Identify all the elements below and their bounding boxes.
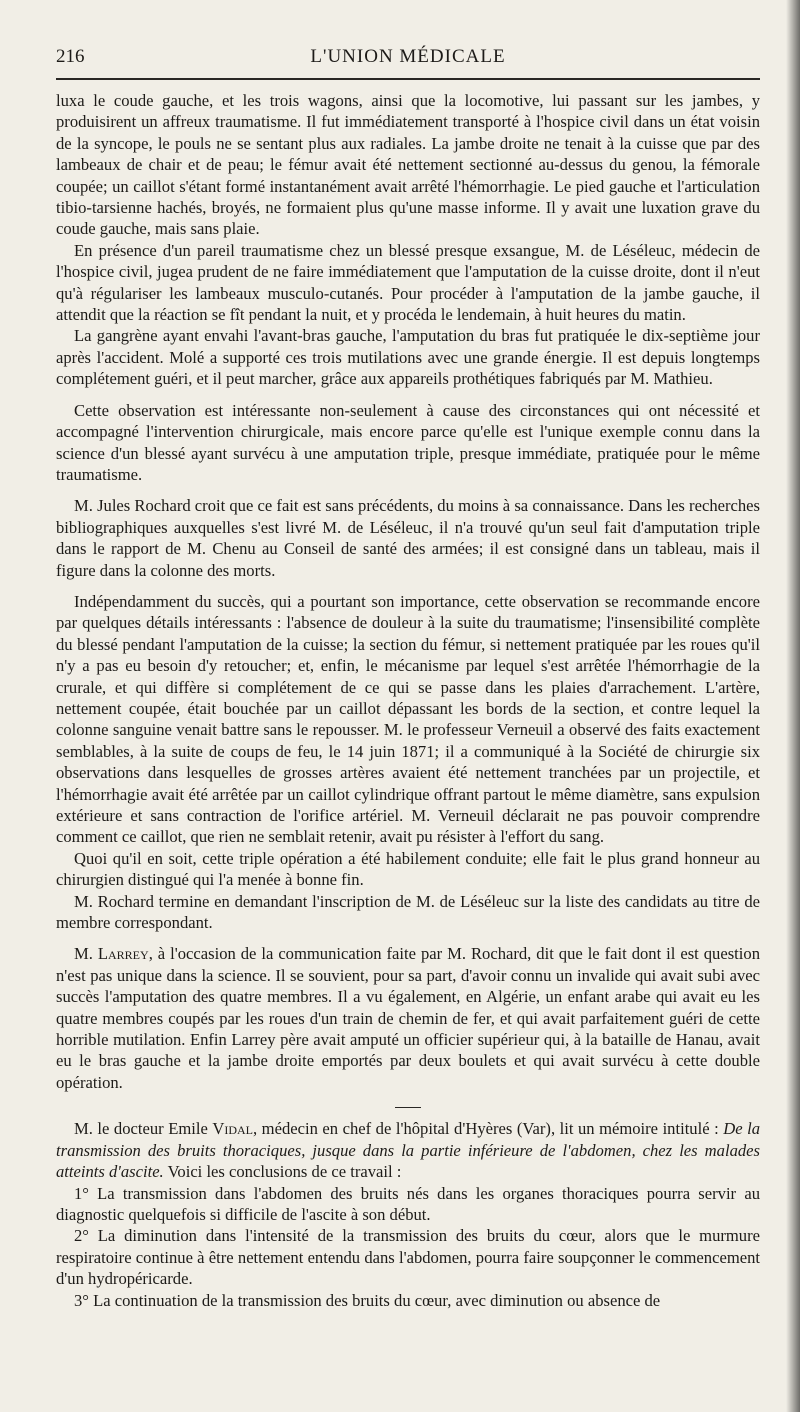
page-edge-shadow [786,0,800,1412]
header-rule [56,78,760,80]
memoir-title: De la transmission des bruits thoraciques, jusque dans la partie inférieure de l'abdomen, chez les malades atteints d'ascite. [56,1119,761,1182]
paragraph-amputation: En présence d'un pareil traumatisme chez un blessé presque exsangue, M. de Léséleuc, médecin de l'hospice civil, jugea prudent de ne faire immédiatement que l'amputation de la cuisse droite, dont il n'eut qu'à régulariser les lambeaux musculo-cutanés. Pour procéder à l'amputation de la jambe gauche, il attendit que la réaction se fît pendant la nuit, et y procéda le lendemain, à huit heures du matin. [56,240,760,325]
vidal-end: Voici les conclusions de ce travail : [163,1162,402,1182]
paragraph-observation: Cette observation est intéressante non-seulement à cause des circonstances qui ont nécessité et accompagné l'intervention chirurgicale, mais encore parce qu'elle est l'unique exemple connu dans la science d'un blessé ayant survécu à une amputation triple, presque immédiate, pratiquée pour le même traumatisme. [56,400,760,484]
vidal-prefix: M. le docteur Emile [74,1119,213,1139]
page-number: 216 [56,46,85,67]
paragraph-conclusion: Quoi qu'il en soit, cette triple opération a été habilement conduite; elle fait le plus grand honneur au chirurgien distingué qui l'a menée à bonne fin. [56,848,760,890]
journal-title: L'UNION MÉDICALE [310,46,506,67]
article-body [56,90,760,1311]
paragraph-candidacy: M. Rochard termine en demandant l'inscription de M. de Léséleuc sur la liste des candidats au titre de membre correspondant. [56,891,760,933]
paragraph-continuation: luxa le coude gauche, et les trois wagons, ainsi que la locomotive, lui passant sur les jambes, y produisirent un affreux traumatisme. Il fut immédiatement transporté à l'hospice civil dans un état voisin de la syncope, le pouls ne se sentant plus aux radiales. La jambe droite ne tenait à la cuisse que par des lambeaux de chair et de peau; le fémur avait été nettement sectionné au-dessus du genou, la fémorale coupée; un caillot s'étant formé instantanément avait arrêté l'hémorrhagie. Le pied gauche et l'articulation tibio-tarsienne hachés, broyés, ne formaient plus qu'une masse informe. Il y avait une luxation grave du coude gauche, mais sans plaie. [56,91,760,239]
vidal-name: Vidal [212,1119,254,1139]
larrey-prefix: M. [74,944,98,964]
larrey-name: Larrey [97,944,149,964]
section-separator [395,1107,421,1108]
page-header [56,42,760,76]
conclusion-item-2: 2° La diminution dans l'intensité de la transmission des bruits du cœur, alors que le murmure respiratoire continue à être nettement entendu dans l'abdomen, pourra faire soupçonner le commencement d'un hydropéricarde. [56,1226,760,1289]
conclusion-item-1: 1° La transmission dans l'abdomen des bruits nés dans les organes thoraciques pourra servir au diagnostic quelquefois si difficile de l'ascite à son début. [56,1183,760,1224]
conclusion-item-3: 3° La continuation de la transmission des bruits du cœur, avec diminution ou absence de [74,1290,661,1310]
paragraph-larrey [56,943,760,1093]
vidal-mid: , médecin en chef de l'hôpital d'Hyères (Var), lit un mémoire intitulé : [253,1119,724,1139]
paragraph-vidal [56,1118,760,1182]
larrey-text: , à l'occasion de la communication faite par M. Rochard, dit que le fait dont il est question n'est pas unique dans la science. Il se souvient, pour sa part, d'avoir connu un invalide qui avait subi avec succès l'amputation des quatre membres. Il a vu également, en Algérie, un enfant arabe qui avait eu les quatre membres coupés par les roues d'un train de chemin de fer, et qui avait parfaitement guéri de cette horrible mutilation. Enfin Larrey père avait amputé un officier supérieur qui, à la bataille de Hanau, avait eu le bras gauche et la jambe droite emportés par deux boulets et qui avait survécu à cette double opération. [56,944,760,1092]
paragraph-details: Indépendamment du succès, qui a pourtant son importance, cette observation se recommande encore par quelques détails intéressants : l'absence de douleur à la suite du traumatisme; l'insensibilité complète du blessé pendant l'amputation de la cuisse; la section du fémur, si nettement pratiquée par les roues qu'il n'y a pas eu besoin d'y retoucher; et, enfin, le mécanisme par lequel s'est arrêtée l'hémorrhagie de la crurale, et qui diffère si complétement de ce qui se passe dans les plaies d'arrachement. L'artère, nettement coupée, était bouchée par un caillot dépassant les bords de la section, et contre lequel la colonne sanguine venait battre sans le repousser. M. le professeur Verneuil a observé des faits exactement semblables, à la suite de coups de feu, le 14 juin 1871; il a communiqué à la Société de chirurgie six observations dans lesquelles de grosses artères avaient été nettement tranchées par un projectile, et l'hémorrhagie avait été arrêtée par un caillot cylindrique offrant partout le même diamètre, sans expulsion extérieure et sans contraction de l'orifice artériel. M. Verneuil déclarait ne pas pouvoir comprendre comment ce caillot, que rien ne semblait retenir, avait pu résister à l'effort du sang. [56,591,760,847]
paragraph-rochard: M. Jules Rochard croit que ce fait est sans précédents, du moins à sa connaissance. Dans les recherches bibliographiques auxquelles s'est livré M. de Léséleuc, il n'a trouvé qu'un seul fait d'amputation triple dans le rapport de M. Chenu au Conseil de santé des armées; il est consigné dans un tableau, mais il figure dans la colonne des morts. [56,496,760,580]
paragraph-gangrene: La gangrène ayant envahi l'avant-bras gauche, l'amputation du bras fut pratiquée le dix-septième jour après l'accident. Molé a supporté ces trois mutilations avec une grande énergie. Il est depuis longtemps complétement guéri, et il peut marcher, grâce aux appareils prothétiques fabriqués par M. Mathieu. [56,326,760,389]
